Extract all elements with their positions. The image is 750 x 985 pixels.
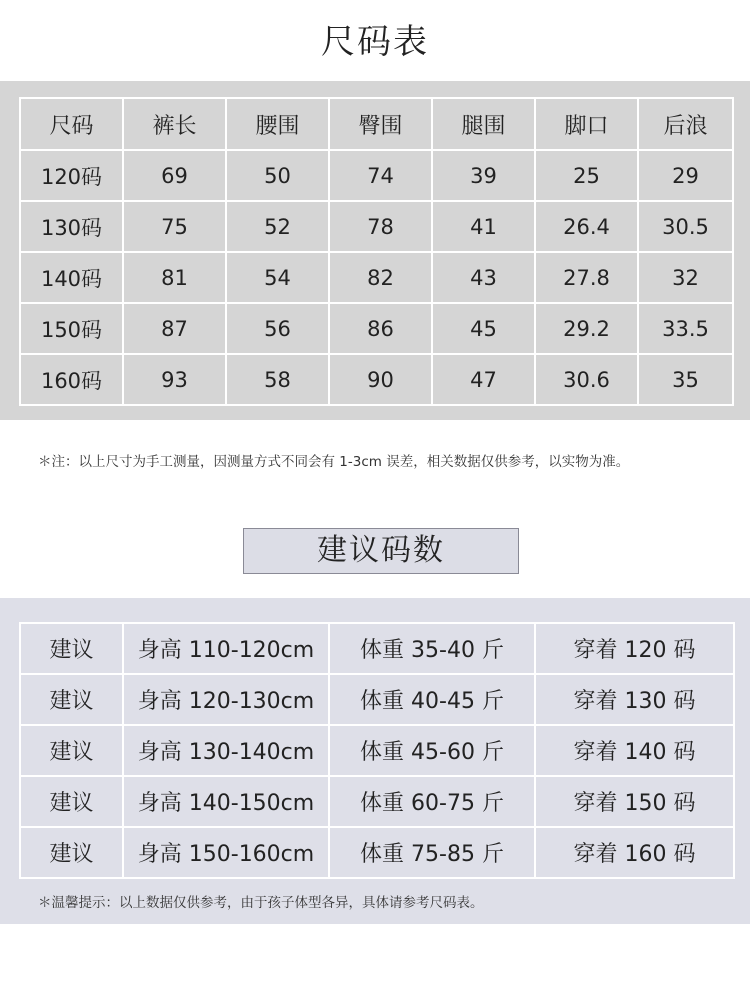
measure-cell: 54 — [226, 252, 329, 303]
table-row — [20, 252, 733, 303]
weight-cell: 体重 45-60 斤 — [329, 725, 535, 776]
measure-cell: 26.4 — [535, 201, 638, 252]
weight-cell: 体重 40-45 斤 — [329, 674, 535, 725]
measure-cell: 29.2 — [535, 303, 638, 354]
table-row — [20, 776, 734, 827]
measure-cell: 35 — [638, 354, 733, 405]
size-cell: 140码 — [20, 252, 123, 303]
table-row — [20, 674, 734, 725]
measure-cell: 87 — [123, 303, 226, 354]
table-row — [20, 623, 734, 674]
measure-cell: 30.6 — [535, 354, 638, 405]
height-cell: 身高 150-160cm — [123, 827, 329, 878]
table-row — [20, 303, 733, 354]
measurement-note: ＊注：以上尺寸为手工测量，因测量方式不同会有 1-3cm 误差，相关数据仅供参考，以实物为准。 — [38, 454, 630, 470]
wear-size-cell: 穿着 150 码 — [535, 776, 734, 827]
header-cell-size: 尺码 — [20, 98, 123, 150]
table-row — [20, 354, 733, 405]
recommend-label-cell: 建议 — [20, 623, 123, 674]
measure-cell: 29 — [638, 150, 733, 201]
header-cell-back-rise: 后浪 — [638, 98, 733, 150]
measure-cell: 32 — [638, 252, 733, 303]
wear-size-cell: 穿着 120 码 — [535, 623, 734, 674]
measure-cell: 93 — [123, 354, 226, 405]
recommend-label-cell: 建议 — [20, 827, 123, 878]
measure-cell: 45 — [432, 303, 535, 354]
height-cell: 身高 140-150cm — [123, 776, 329, 827]
measure-cell: 47 — [432, 354, 535, 405]
measure-cell: 78 — [329, 201, 432, 252]
measure-cell: 30.5 — [638, 201, 733, 252]
header-cell-pants-length: 裤长 — [123, 98, 226, 150]
measure-cell: 82 — [329, 252, 432, 303]
measure-cell: 43 — [432, 252, 535, 303]
wear-size-cell: 穿着 140 码 — [535, 725, 734, 776]
header-cell-thigh: 腿围 — [432, 98, 535, 150]
page-title: 尺码表 — [321, 22, 429, 62]
table-row — [20, 150, 733, 201]
measure-cell: 90 — [329, 354, 432, 405]
measure-cell: 52 — [226, 201, 329, 252]
measure-cell: 74 — [329, 150, 432, 201]
measure-cell: 81 — [123, 252, 226, 303]
reminder-note: ＊温馨提示：以上数据仅供参考，由于孩子体型各异，具体请参考尺码表。 — [38, 895, 484, 911]
table-row — [20, 725, 734, 776]
weight-cell: 体重 60-75 斤 — [329, 776, 535, 827]
size-cell: 160码 — [20, 354, 123, 405]
recommend-label-cell: 建议 — [20, 776, 123, 827]
weight-cell: 体重 35-40 斤 — [329, 623, 535, 674]
measure-cell: 50 — [226, 150, 329, 201]
header-cell-waist: 腰围 — [226, 98, 329, 150]
measure-cell: 58 — [226, 354, 329, 405]
measure-cell: 25 — [535, 150, 638, 201]
size-table — [19, 97, 734, 406]
table-row — [20, 201, 733, 252]
size-table-header-row — [20, 98, 733, 150]
measure-cell: 75 — [123, 201, 226, 252]
height-cell: 身高 120-130cm — [123, 674, 329, 725]
size-cell: 130码 — [20, 201, 123, 252]
header-cell-leg-opening: 脚口 — [535, 98, 638, 150]
measure-cell: 27.8 — [535, 252, 638, 303]
recommend-label-cell: 建议 — [20, 725, 123, 776]
measure-cell: 41 — [432, 201, 535, 252]
height-cell: 身高 110-120cm — [123, 623, 329, 674]
recommend-label-cell: 建议 — [20, 674, 123, 725]
measure-cell: 33.5 — [638, 303, 733, 354]
height-cell: 身高 130-140cm — [123, 725, 329, 776]
measure-cell: 69 — [123, 150, 226, 201]
wear-size-cell: 穿着 130 码 — [535, 674, 734, 725]
size-cell: 120码 — [20, 150, 123, 201]
measure-cell: 56 — [226, 303, 329, 354]
wear-size-cell: 穿着 160 码 — [535, 827, 734, 878]
measure-cell: 86 — [329, 303, 432, 354]
table-row — [20, 827, 734, 878]
size-cell: 150码 — [20, 303, 123, 354]
measure-cell: 39 — [432, 150, 535, 201]
recommend-title: 建议码数 — [243, 528, 519, 574]
weight-cell: 体重 75-85 斤 — [329, 827, 535, 878]
header-cell-hip: 臀围 — [329, 98, 432, 150]
recommend-table — [19, 622, 735, 879]
